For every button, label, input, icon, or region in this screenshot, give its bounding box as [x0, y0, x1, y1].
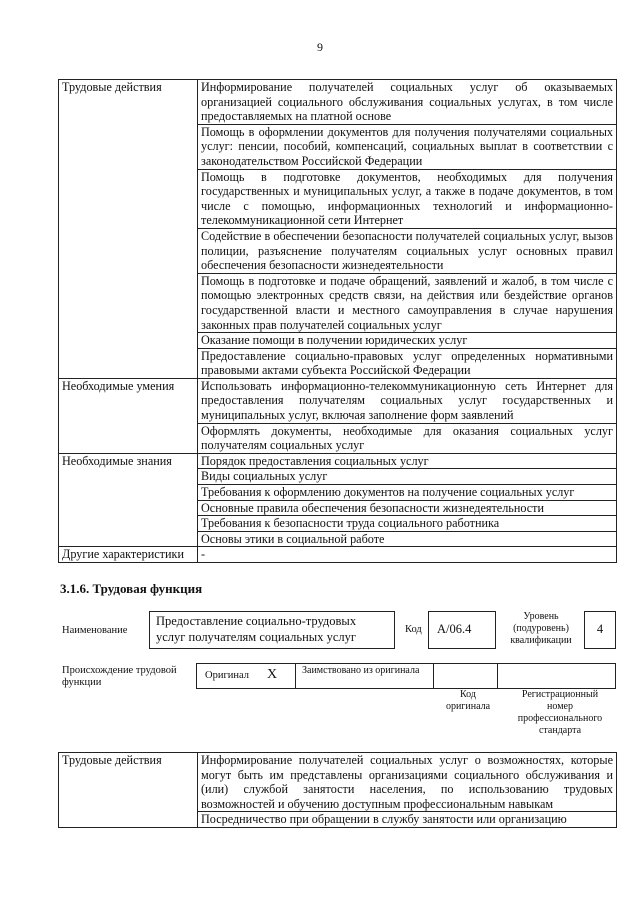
table-row	[59, 547, 617, 563]
original-mark: X	[267, 667, 278, 682]
table-cell: Оказание помощи в получении юридических услуг	[198, 333, 617, 349]
name-label: Наименование	[62, 625, 128, 636]
table-cell: Посредничество при обращении в службу занятости или организацию	[198, 812, 617, 828]
table-cell: Требования к оформлению документов на получение социальных услуг	[198, 485, 617, 501]
table-cell: Содействие в обеспечении безопасности получателей социальных услуг, вызов полиции, разъяснение получателям социальных услуг основных правил обеспечения безопасности жизнедеятельности	[198, 228, 617, 273]
table-row	[59, 80, 617, 125]
function-code-value: А/06.4	[428, 611, 496, 649]
function-name-value: Предоставление социально-трудовых услуг получателям социальных услуг	[149, 611, 395, 649]
table-row	[59, 453, 617, 469]
code-original-caption: Код оригинала	[445, 689, 491, 712]
row-label: Необходимые знания	[59, 453, 198, 547]
competency-table	[58, 79, 617, 563]
code-original-cell	[433, 663, 498, 689]
reg-number-cell	[497, 663, 616, 689]
table-cell: Основные правила обеспечения безопасности жизнедеятельности	[198, 500, 617, 516]
table-cell: Помощь в подготовке документов, необходимых для получения государственных и муниципальных услуг, а также в подаче документов, в том числе с помощью, информационных технологий и информационно-телекоммуникационной сети Интернет	[198, 169, 617, 228]
table-cell: -	[198, 547, 617, 563]
table-cell: Виды социальных услуг	[198, 469, 617, 485]
original-label: Оригинал	[205, 670, 249, 681]
borrowed-label: Заимствовано из оригинала	[295, 663, 434, 689]
table-row	[59, 753, 617, 812]
code-label: Код	[405, 624, 422, 635]
table-cell: Помощь в оформлении документов для получения получателями социальных услуг: пенсии, пособий, компенсаций, социальных выплат в соответствии с законодательством Российской Федерации	[198, 124, 617, 169]
table-cell: Информирование получателей социальных услуг о возможностях, которые могут быть им представлены организациями социального обслуживания и (или) службой занятости населения, по использованию трудовых возможностей и обучению доступным профессиональным навыкам	[198, 753, 617, 812]
level-label: Уровень (подуровень) квалификации	[510, 611, 572, 646]
reg-number-caption: Регистрационный номер профессионального стандарта	[517, 689, 603, 736]
table-cell: Порядок предоставления социальных услуг	[198, 453, 617, 469]
table-cell: Оформлять документы, необходимые для оказания социальных услуг получателям социальных услуг	[198, 423, 617, 453]
row-label: Другие характеристики	[59, 547, 198, 563]
row-label: Необходимые умения	[59, 378, 198, 453]
table-cell: Требования к безопасности труда социального работника	[198, 516, 617, 532]
level-value: 4	[584, 611, 616, 649]
origin-label: Происхождение трудовой функции	[62, 665, 177, 688]
table-cell: Помощь в подготовке и подаче обращений, заявлений и жалоб, в том числе с помощью электронных средств связи, на действия или бездействие органов государственной власти и местного самоуправления в случае нарушения законных прав получателей социальных услуг	[198, 273, 617, 332]
table-cell: Информирование получателей социальных услуг об оказываемых организацией социального обслуживания социальных услугах, в том числе предоставляемых на платной основе	[198, 80, 617, 125]
section-title: 3.1.6. Трудовая функция	[60, 581, 203, 596]
table-row	[59, 378, 617, 423]
row-label: Трудовые действия	[59, 753, 198, 828]
page-number: 9	[317, 40, 323, 54]
row-label: Трудовые действия	[59, 80, 198, 379]
table-cell: Предоставление социально-правовых услуг определенных нормативными правовыми актами субъекта Российской Федерации	[198, 348, 617, 378]
labor-actions-table	[58, 752, 617, 828]
table-cell: Основы этики в социальной работе	[198, 531, 617, 547]
table-cell: Использовать информационно-телекоммуникационную сеть Интернет для предоставления получателям социальных услуг государственных и муниципальных услуг, включая заполнение форм заявлений	[198, 378, 617, 423]
original-cell	[196, 663, 296, 689]
